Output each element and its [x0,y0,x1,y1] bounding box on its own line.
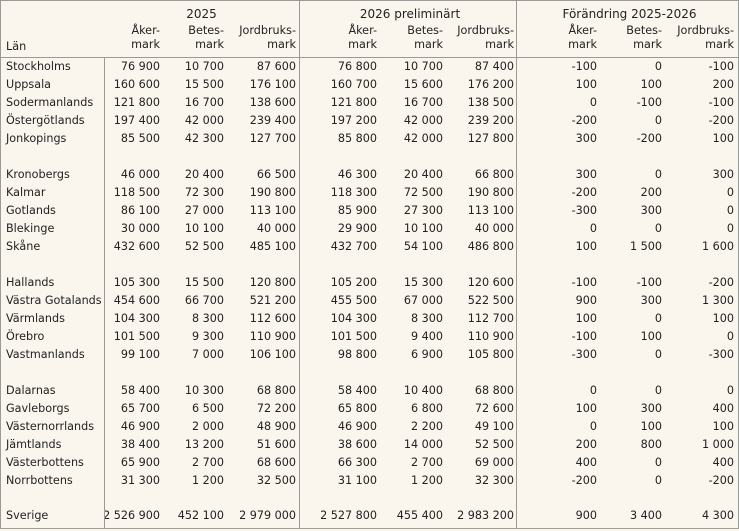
row-label: Örebro [6,330,45,343]
total-cell: 4 300 [701,509,734,522]
table-cell: 0 [589,384,597,397]
table-cell: 10 300 [184,384,224,397]
table-cell: 0 [654,456,662,469]
table-cell: 9 300 [191,330,224,343]
left-border [0,0,1,529]
column-header-jordbruk [644,24,734,52]
table-cell: 58 400 [120,384,160,397]
column-header-line2: mark [131,38,160,51]
row-label: Uppsala [6,78,52,91]
table-cell: 46 900 [120,420,160,433]
table-cell: 85 900 [337,204,377,217]
row-label: Sodermanlands [6,96,94,109]
table-cell: 0 [654,348,662,361]
table-cell: 100 [640,420,662,433]
table-cell: 1 500 [629,240,662,253]
table-cell: -200 [708,474,734,487]
table-cell: 104 300 [113,312,160,325]
total-cell: 2 527 800 [320,509,377,522]
table-cell: 6 800 [410,402,443,415]
table-cell: 30 000 [120,222,160,235]
column-header-jordbruk [424,24,514,52]
table-cell: 1 200 [191,474,224,487]
header-bottom-border [0,57,739,58]
table-cell: 100 [575,402,597,415]
table-cell: 32 500 [256,474,296,487]
table-cell: 54 100 [403,240,443,253]
group-header-change: Förändring 2025-2026 [562,7,697,21]
group-header-2025: 2025 [186,7,217,21]
table-cell: -100 [708,60,734,73]
table-cell: 100 [712,132,734,145]
column-header-line1: Betes- [407,24,443,37]
row-label: Östergötlands [6,114,85,127]
table-cell: 127 800 [467,132,514,145]
table-cell: 190 800 [249,186,296,199]
table-cell: 110 900 [467,330,514,343]
table-cell: 0 [654,312,662,325]
total-cell: 2 526 900 [103,509,160,522]
row-label: Västra Gotalands [6,294,102,307]
table-cell: 0 [726,204,734,217]
row-label: Gavleborgs [6,402,70,415]
row-label: Norrbottens [6,474,73,487]
table-cell: 0 [726,384,734,397]
table-cell: 66 700 [184,294,224,307]
table-cell: 0 [654,60,662,73]
column-header-line1: Jordbruks- [239,24,296,37]
table-cell: 58 400 [337,384,377,397]
divider-2026 [516,0,517,529]
column-header-lan: Län [6,40,27,53]
table-cell: 27 300 [403,204,443,217]
table-cell: 522 500 [467,294,514,307]
table-cell: 85 500 [120,132,160,145]
table-cell: 0 [654,222,662,235]
column-header-jordbruk [206,24,296,52]
table-cell: 27 000 [184,204,224,217]
table-cell: 0 [589,222,597,235]
table-cell: 42 300 [184,132,224,145]
column-header-line1: Jordbruks- [677,24,734,37]
table-cell: 100 [575,312,597,325]
table-cell: 6 500 [191,402,224,415]
divider-lan [104,57,105,529]
row-label: Jämtlands [6,438,62,451]
table-cell: -200 [636,132,662,145]
table-cell: 121 800 [113,96,160,109]
table-cell: 38 400 [120,438,160,451]
table-cell: 300 [640,204,662,217]
table-cell: 2 000 [191,420,224,433]
table-cell: 100 [640,78,662,91]
column-header-line2: mark [485,38,514,51]
table-cell: 46 300 [337,168,377,181]
table-cell: 300 [575,132,597,145]
divider-2025 [299,0,300,529]
total-cell: 2 979 000 [239,509,296,522]
table-cell: 49 100 [474,420,514,433]
table-cell: 38 600 [337,438,377,451]
table-cell: 0 [654,168,662,181]
header-top-border [0,0,739,1]
row-label: Västerbottens [6,456,84,469]
table-cell: 112 600 [249,312,296,325]
table-cell: 40 000 [256,222,296,235]
total-cell: 2 983 200 [457,509,514,522]
row-label: Hallands [6,276,55,289]
table-cell: 1 000 [701,438,734,451]
table-cell: -300 [708,348,734,361]
table-cell: 66 300 [337,456,377,469]
table-cell: 105 800 [467,348,514,361]
column-header-line1: Åker- [568,24,597,37]
table-cell: 455 500 [330,294,377,307]
table-cell: 197 400 [113,114,160,127]
table-cell: -200 [708,114,734,127]
table-cell: 300 [575,168,597,181]
table-cell: 106 100 [249,348,296,361]
table-cell: 32 300 [474,474,514,487]
table-cell: 0 [726,330,734,343]
row-label: Stockholms [6,60,71,73]
table-cell: 176 100 [249,78,296,91]
table-cell: 300 [712,168,734,181]
table-cell: 42 000 [403,132,443,145]
table-cell: 100 [575,78,597,91]
table-cell: 42 000 [184,114,224,127]
table-cell: 101 500 [113,330,160,343]
table-cell: 400 [575,456,597,469]
column-header-line2: mark [633,38,662,51]
table-cell: 105 200 [330,276,377,289]
table-cell: -200 [571,186,597,199]
table-cell: 66 500 [256,168,296,181]
row-label: Dalarnas [6,384,56,397]
table-cell: 72 500 [403,186,443,199]
table-cell: 72 200 [256,402,296,415]
table-cell: 176 200 [467,78,514,91]
table-cell: 40 000 [474,222,514,235]
table-cell: 8 300 [410,312,443,325]
table-cell: 52 500 [474,438,514,451]
table-cell: 160 600 [113,78,160,91]
table-cell: 190 800 [467,186,514,199]
table-cell: 87 400 [474,60,514,73]
table-cell: 121 800 [330,96,377,109]
table-cell: 99 100 [120,348,160,361]
table-cell: 72 300 [184,186,224,199]
table-cell: 400 [712,402,734,415]
table-cell: 1 300 [701,294,734,307]
table-cell: 85 800 [337,132,377,145]
table-cell: 104 300 [330,312,377,325]
table-cell: -100 [636,276,662,289]
table-cell: 68 800 [474,384,514,397]
column-header-line1: Betes- [188,24,224,37]
row-label: Vastmanlands [6,348,85,361]
table-cell: 400 [712,456,734,469]
table-cell: 100 [712,420,734,433]
table-cell: 31 100 [337,474,377,487]
row-label: Blekinge [6,222,55,235]
table-cell: 200 [640,186,662,199]
table-cell: 120 800 [249,276,296,289]
table-cell: 300 [640,402,662,415]
table-cell: -100 [571,330,597,343]
table-cell: 16 700 [184,96,224,109]
total-cell: 3 400 [629,509,662,522]
table-cell: 105 300 [113,276,160,289]
table-cell: 6 900 [410,348,443,361]
total-cell: 452 100 [177,509,224,522]
table-cell: 10 100 [403,222,443,235]
table-cell: 52 500 [184,240,224,253]
table-cell: 1 600 [701,240,734,253]
row-label: Västernorrlands [6,420,95,433]
column-header-line2: mark [348,38,377,51]
table-cell: 20 400 [403,168,443,181]
table-cell: 113 100 [467,204,514,217]
table-cell: 1 200 [410,474,443,487]
table-cell: 432 600 [113,240,160,253]
table-cell: 0 [654,114,662,127]
table-cell: 239 200 [467,114,514,127]
row-label: Jonkopings [6,132,67,145]
row-label: Gotlands [6,204,56,217]
table-cell: 87 600 [256,60,296,73]
table-cell: 900 [575,294,597,307]
table-cell: 100 [575,240,597,253]
column-header-line1: Åker- [131,24,160,37]
table-cell: 13 200 [184,438,224,451]
table-cell: 197 200 [330,114,377,127]
group-header-2026: 2026 preliminärt [359,7,461,21]
table-cell: 101 500 [330,330,377,343]
table-cell: 20 400 [184,168,224,181]
table-cell: 800 [640,438,662,451]
table-cell: 0 [726,222,734,235]
table-cell: 2 200 [410,420,443,433]
table-cell: 0 [654,384,662,397]
table-cell: 118 300 [330,186,377,199]
table-cell: 10 100 [184,222,224,235]
table-cell: 69 000 [474,456,514,469]
table-cell: -300 [571,348,597,361]
table-cell: 127 700 [249,132,296,145]
table-cell: 65 800 [337,402,377,415]
table-cell: 67 000 [403,294,443,307]
column-header-line2: mark [195,38,224,51]
table-cell: 76 800 [337,60,377,73]
table-cell: 66 800 [474,168,514,181]
table-cell: 68 600 [256,456,296,469]
table-cell: 14 000 [403,438,443,451]
row-label: Kronobergs [6,168,70,181]
total-cell: 455 400 [396,509,443,522]
table-cell: 454 600 [113,294,160,307]
table-bottom-border [0,528,739,529]
table-cell: 118 500 [113,186,160,199]
row-label: Värmlands [6,312,65,325]
table-cell: 486 800 [467,240,514,253]
column-header-line1: Åker- [348,24,377,37]
table-cell: 0 [654,474,662,487]
table-cell: 8 300 [191,312,224,325]
table-cell: 100 [712,312,734,325]
table-cell: 15 600 [403,78,443,91]
row-label: Skåne [6,240,41,253]
total-cell: 900 [575,509,597,522]
table-cell: 300 [640,294,662,307]
table-cell: 239 400 [249,114,296,127]
table-cell: 15 300 [403,276,443,289]
table-cell: 485 100 [249,240,296,253]
table-cell: 0 [726,186,734,199]
table-cell: 42 000 [403,114,443,127]
table-cell: -300 [571,204,597,217]
column-header-line1: Betes- [626,24,662,37]
table-cell: 15 500 [184,78,224,91]
table-cell: 51 600 [256,438,296,451]
table-cell: 86 100 [120,204,160,217]
table-cell: 98 800 [337,348,377,361]
table-cell: -100 [636,96,662,109]
row-label: Kalmar [6,186,46,199]
table-cell: 29 900 [337,222,377,235]
column-header-line2: mark [267,38,296,51]
column-header-line2: mark [705,38,734,51]
total-row-label: Sverige [6,509,49,522]
table-cell: 10 700 [184,60,224,73]
table-cell: 15 500 [184,276,224,289]
table-cell: 2 700 [191,456,224,469]
table-cell: 65 900 [120,456,160,469]
table-cell: -100 [571,60,597,73]
table-cell: 46 000 [120,168,160,181]
table-cell: 113 100 [249,204,296,217]
table-cell: 200 [712,78,734,91]
table-cell: 46 900 [337,420,377,433]
table-cell: 138 500 [467,96,514,109]
table-cell: 110 900 [249,330,296,343]
table-cell: 10 400 [403,384,443,397]
table-cell: 10 700 [403,60,443,73]
table-cell: 76 900 [120,60,160,73]
table-cell: 31 300 [120,474,160,487]
table-cell: 521 200 [249,294,296,307]
table-cell: 138 600 [249,96,296,109]
table-cell: 112 700 [467,312,514,325]
table-cell: 65 700 [120,402,160,415]
table-cell: 2 700 [410,456,443,469]
column-header-line1: Jordbruks- [457,24,514,37]
table-cell: 68 800 [256,384,296,397]
table-cell: 9 400 [410,330,443,343]
table-cell: 0 [589,96,597,109]
table-cell: -200 [571,114,597,127]
table-cell: 432 700 [330,240,377,253]
table-cell: 48 900 [256,420,296,433]
table-cell: -200 [571,474,597,487]
table-cell: 100 [640,330,662,343]
table-cell: -200 [708,276,734,289]
table-cell: 16 700 [403,96,443,109]
table-cell: -100 [571,276,597,289]
table-cell: 0 [589,420,597,433]
column-header-line2: mark [568,38,597,51]
column-header-line2: mark [414,38,443,51]
table-cell: 160 700 [330,78,377,91]
table-cell: 200 [575,438,597,451]
table-cell: 7 000 [191,348,224,361]
table-cell: -100 [708,96,734,109]
table-cell: 72 600 [474,402,514,415]
table-cell: 120 600 [467,276,514,289]
